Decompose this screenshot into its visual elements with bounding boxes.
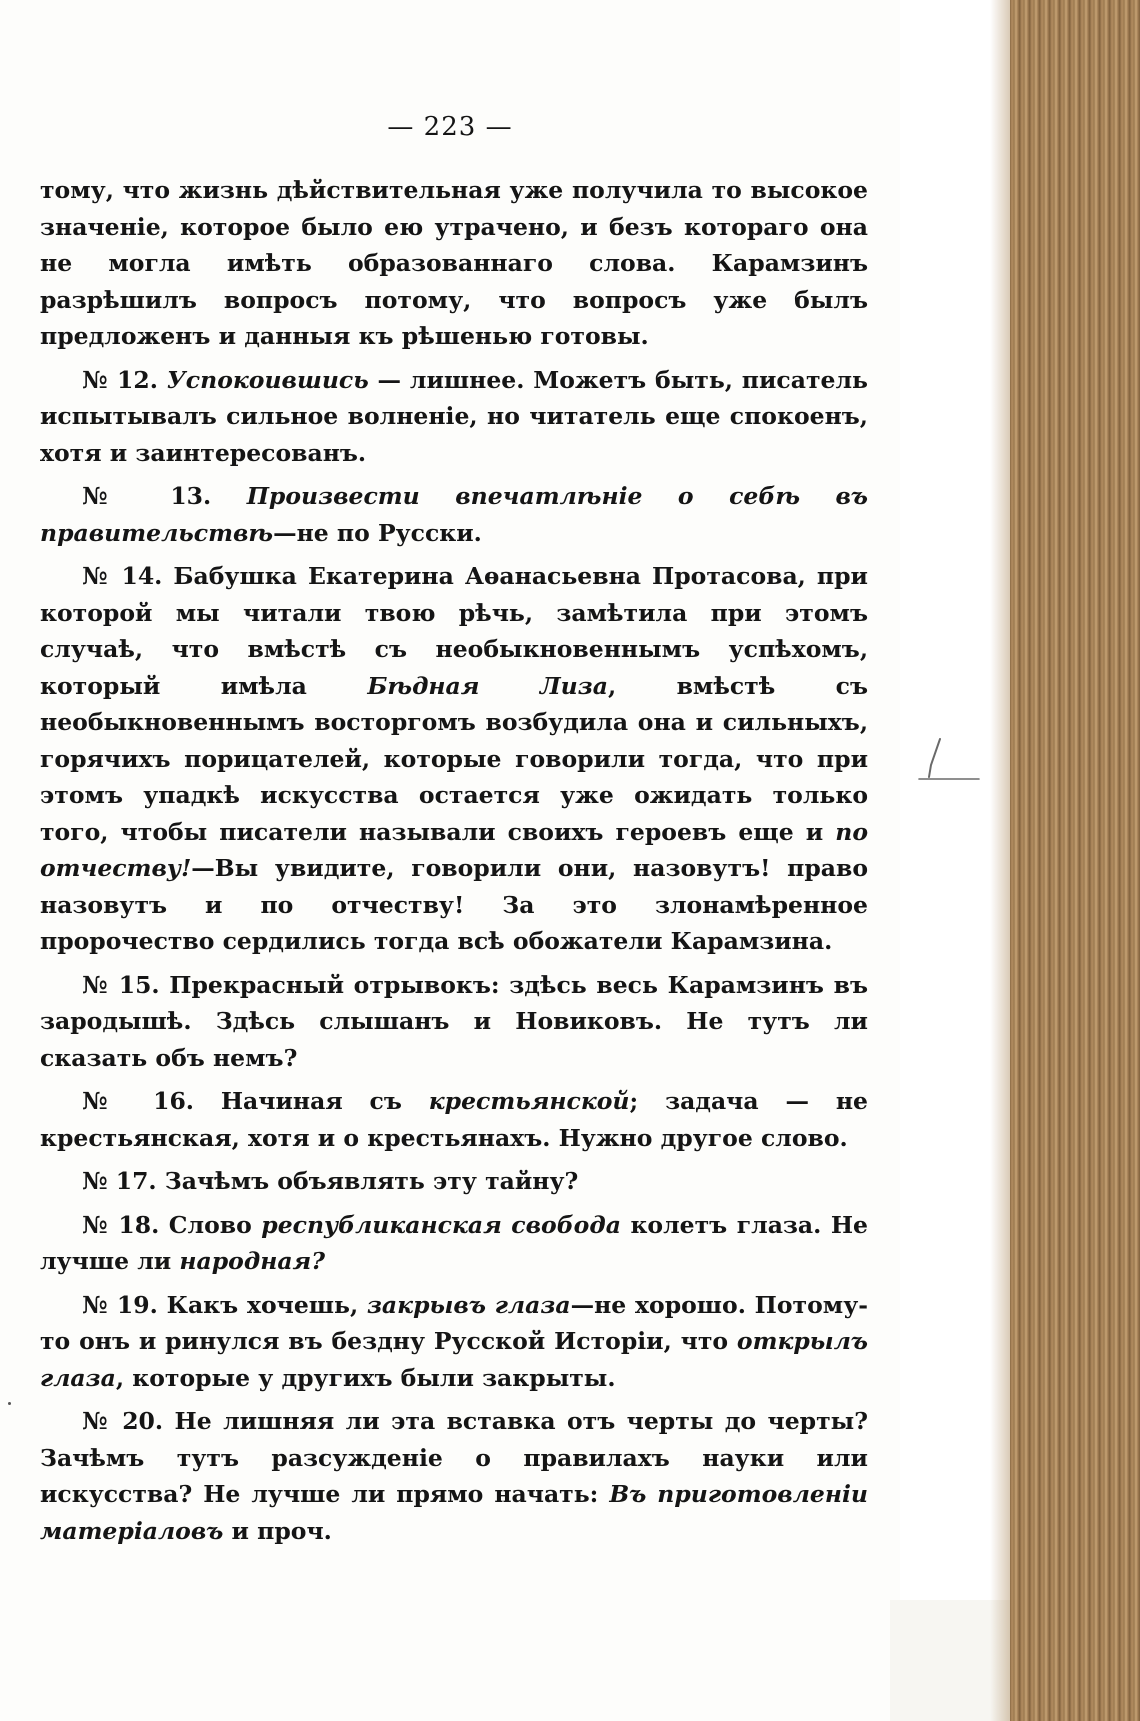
text-run: № 18. Слово xyxy=(82,1210,262,1239)
text-run: ; задача — не крестьянская, хотя и о крестьянахъ. Нужно другое слово. xyxy=(40,1087,868,1152)
paragraph xyxy=(40,1207,868,1280)
paragraph xyxy=(40,967,868,1077)
text-run: № 12. xyxy=(82,365,167,394)
italic-text: народная? xyxy=(179,1247,326,1275)
text-run: № 19. Какъ хочешь, xyxy=(82,1290,367,1319)
binding-shadow xyxy=(990,0,1012,1721)
italic-text: по отчеству! xyxy=(40,817,868,882)
text-run: —Вы увидите, говорили они, назовутъ! право назовутъ и по отчеству! За это злонамѣренное пророчество сердились тогда всѣ обожатели Карамзина. xyxy=(40,854,868,955)
text-run: —не по Русски. xyxy=(273,518,482,547)
text-run: — лишнее. Можетъ быть, писатель испытывалъ сильное волненіе, но читатель еще спокоенъ, хотя и заинтересованъ. xyxy=(40,365,868,467)
text-run: № 16. Начиная съ xyxy=(82,1087,429,1115)
italic-text: республиканская свобода xyxy=(261,1210,621,1239)
text-run: тому, что жизнь дѣйствительная уже получила то высокое значеніе, которое было ею утрачено, и безъ котораго она не могла имѣть образованнаго слова. Карамзинъ разрѣшилъ вопросъ потому, что вопросъ уже былъ предложенъ и данныя къ рѣшенью готовы. xyxy=(40,176,868,350)
paragraph xyxy=(40,1083,868,1156)
paragraph xyxy=(40,558,868,960)
stray-mark xyxy=(8,1402,11,1405)
text-run: , вмѣстѣ съ необыкновеннымъ восторгомъ возбудила она и сильныхъ, горячихъ порицателей, которые говорили тогда, что при этомъ упадкѣ искусства остается уже ожидать только того, чтобы писатели называли своихъ героевъ еще и xyxy=(40,671,868,846)
paragraph xyxy=(40,172,868,355)
italic-text: Успокоившись xyxy=(166,365,369,394)
text-run: № 20. Не лишняя ли эта вставка отъ черты до черты? Зачѣмъ тутъ разсужденіе о правилахъ науки или искусства? Не лучше ли прямо начать: xyxy=(40,1407,868,1508)
paragraph xyxy=(40,1163,868,1200)
paragraph xyxy=(40,1403,868,1549)
italic-text: Въ приготовленіи матеріаловъ xyxy=(40,1480,869,1545)
text-run: № 17. Зачѣмъ объявлять эту тайну? xyxy=(82,1167,579,1195)
text-run: № 15. Прекрасный отрывокъ: здѣсь весь Карамзинъ въ зародышѣ. Здѣсь слышанъ и Новиковъ. Не тутъ ли сказать объ немъ? xyxy=(40,970,868,1072)
paragraph xyxy=(40,1287,868,1397)
text-run: колетъ глаза. Не лучше ли xyxy=(40,1210,869,1275)
italic-text: Произвести впечатлѣніе о себѣ въ правительствѣ xyxy=(40,482,868,547)
paragraph xyxy=(40,478,868,551)
text-run: и проч. xyxy=(223,1516,332,1545)
text-run: —не хорошо. Потому-то онъ и ринулся въ бездну Русской Исторіи, что xyxy=(40,1290,868,1355)
italic-text: открылъ глаза xyxy=(40,1327,868,1392)
paragraph xyxy=(40,362,868,472)
book-page-edges xyxy=(1010,0,1140,1721)
page-number: — 223 — xyxy=(387,112,513,142)
text-run: № 13. xyxy=(82,482,247,510)
text-run: , которые у другихъ были закрыты. xyxy=(115,1363,616,1392)
italic-text: Бѣдная Лиза xyxy=(367,671,608,700)
pencil-annotation-mark xyxy=(915,735,985,795)
italic-text: крестьянской xyxy=(428,1087,630,1115)
text-run: № 14. Бабушка Екатерина Аѳанасьевна Протасова, при которой мы читали твою рѣчь, замѣтила при этомъ случаѣ, что вмѣстѣ съ необыкновеннымъ успѣхомъ, который имѣла xyxy=(40,562,868,700)
italic-text: закрывъ глаза xyxy=(366,1290,571,1319)
page-body-text xyxy=(40,172,868,1549)
